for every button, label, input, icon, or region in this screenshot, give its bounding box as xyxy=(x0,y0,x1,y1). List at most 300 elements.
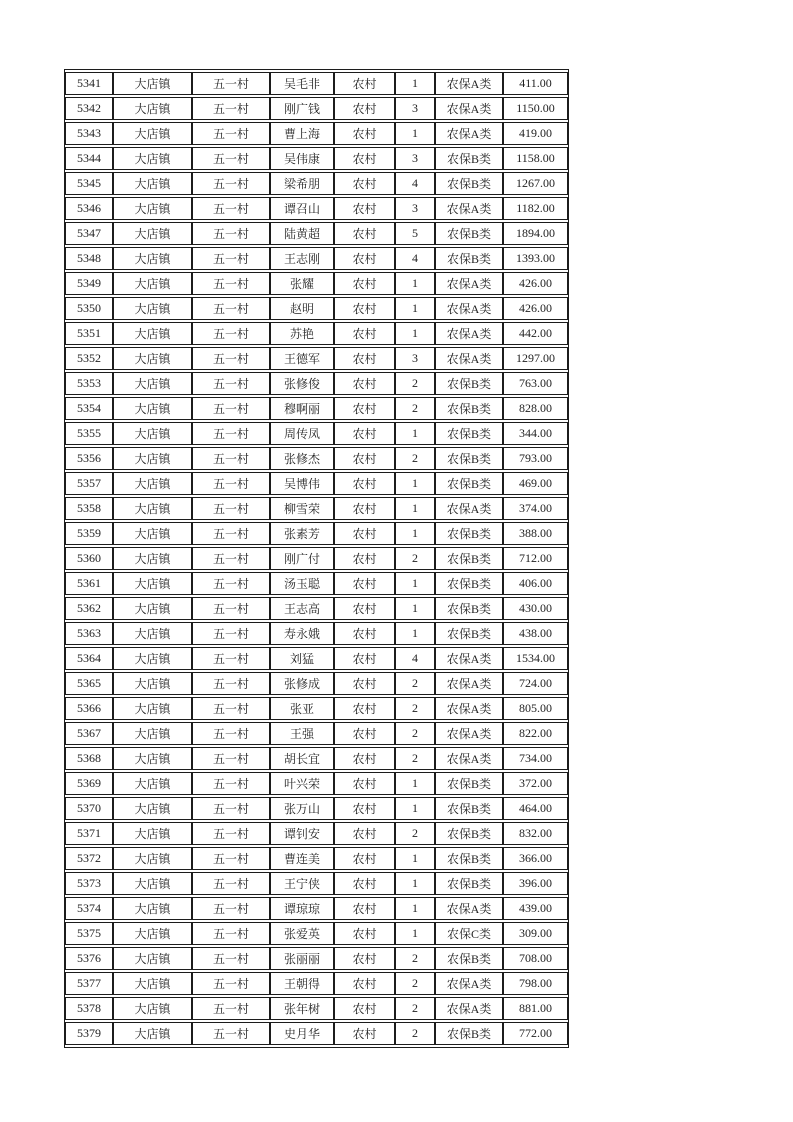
cell-village: 五一村 xyxy=(192,522,270,545)
cell-residence-type: 农村 xyxy=(334,697,395,720)
cell-amount: 708.00 xyxy=(503,947,568,970)
cell-count: 2 xyxy=(395,972,435,995)
cell-id: 5371 xyxy=(65,822,113,845)
table-row xyxy=(65,647,568,670)
table-row xyxy=(65,897,568,920)
cell-town: 大店镇 xyxy=(113,1022,192,1045)
table-row xyxy=(65,947,568,970)
cell-category: 农保B类 xyxy=(435,472,503,495)
cell-town: 大店镇 xyxy=(113,922,192,945)
cell-village: 五一村 xyxy=(192,172,270,195)
cell-count: 1 xyxy=(395,797,435,820)
cell-count: 1 xyxy=(395,472,435,495)
cell-category: 农保A类 xyxy=(435,697,503,720)
cell-town: 大店镇 xyxy=(113,597,192,620)
cell-amount: 1534.00 xyxy=(503,647,568,670)
cell-category: 农保A类 xyxy=(435,497,503,520)
cell-town: 大店镇 xyxy=(113,97,192,120)
cell-name: 张修杰 xyxy=(270,447,334,470)
cell-category: 农保C类 xyxy=(435,922,503,945)
cell-residence-type: 农村 xyxy=(334,247,395,270)
cell-town: 大店镇 xyxy=(113,697,192,720)
cell-id: 5352 xyxy=(65,347,113,370)
cell-category: 农保B类 xyxy=(435,397,503,420)
cell-town: 大店镇 xyxy=(113,322,192,345)
table-row xyxy=(65,597,568,620)
cell-residence-type: 农村 xyxy=(334,347,395,370)
cell-category: 农保A类 xyxy=(435,672,503,695)
cell-name: 王宁侠 xyxy=(270,872,334,895)
cell-id: 5369 xyxy=(65,772,113,795)
cell-id: 5343 xyxy=(65,122,113,145)
cell-village: 五一村 xyxy=(192,122,270,145)
cell-category: 农保B类 xyxy=(435,422,503,445)
cell-town: 大店镇 xyxy=(113,197,192,220)
table-row xyxy=(65,172,568,195)
table-row xyxy=(65,372,568,395)
cell-village: 五一村 xyxy=(192,672,270,695)
cell-name: 张修成 xyxy=(270,672,334,695)
cell-village: 五一村 xyxy=(192,472,270,495)
table-row xyxy=(65,272,568,295)
cell-village: 五一村 xyxy=(192,597,270,620)
cell-village: 五一村 xyxy=(192,322,270,345)
cell-id: 5346 xyxy=(65,197,113,220)
cell-village: 五一村 xyxy=(192,722,270,745)
cell-id: 5373 xyxy=(65,872,113,895)
cell-village: 五一村 xyxy=(192,772,270,795)
cell-name: 胡长宜 xyxy=(270,747,334,770)
cell-count: 1 xyxy=(395,872,435,895)
cell-village: 五一村 xyxy=(192,397,270,420)
cell-count: 1 xyxy=(395,322,435,345)
cell-village: 五一村 xyxy=(192,422,270,445)
cell-count: 1 xyxy=(395,272,435,295)
cell-village: 五一村 xyxy=(192,972,270,995)
cell-count: 3 xyxy=(395,347,435,370)
cell-village: 五一村 xyxy=(192,197,270,220)
cell-residence-type: 农村 xyxy=(334,1022,395,1045)
cell-town: 大店镇 xyxy=(113,247,192,270)
cell-amount: 309.00 xyxy=(503,922,568,945)
cell-amount: 763.00 xyxy=(503,372,568,395)
cell-town: 大店镇 xyxy=(113,847,192,870)
cell-category: 农保B类 xyxy=(435,872,503,895)
cell-village: 五一村 xyxy=(192,572,270,595)
cell-town: 大店镇 xyxy=(113,147,192,170)
table-row xyxy=(65,772,568,795)
cell-amount: 1158.00 xyxy=(503,147,568,170)
cell-amount: 1297.00 xyxy=(503,347,568,370)
cell-category: 农保B类 xyxy=(435,147,503,170)
cell-amount: 881.00 xyxy=(503,997,568,1020)
cell-id: 5367 xyxy=(65,722,113,745)
cell-residence-type: 农村 xyxy=(334,447,395,470)
cell-category: 农保A类 xyxy=(435,722,503,745)
cell-amount: 419.00 xyxy=(503,122,568,145)
cell-residence-type: 农村 xyxy=(334,497,395,520)
cell-category: 农保B类 xyxy=(435,447,503,470)
cell-id: 5347 xyxy=(65,222,113,245)
cell-name: 陆黄超 xyxy=(270,222,334,245)
cell-name: 刚广钱 xyxy=(270,97,334,120)
cell-category: 农保B类 xyxy=(435,222,503,245)
cell-town: 大店镇 xyxy=(113,747,192,770)
cell-category: 农保B类 xyxy=(435,547,503,570)
cell-residence-type: 农村 xyxy=(334,397,395,420)
cell-village: 五一村 xyxy=(192,147,270,170)
cell-amount: 832.00 xyxy=(503,822,568,845)
cell-amount: 426.00 xyxy=(503,272,568,295)
cell-amount: 734.00 xyxy=(503,747,568,770)
cell-category: 农保A类 xyxy=(435,347,503,370)
cell-amount: 798.00 xyxy=(503,972,568,995)
cell-village: 五一村 xyxy=(192,822,270,845)
cell-amount: 438.00 xyxy=(503,622,568,645)
cell-amount: 712.00 xyxy=(503,547,568,570)
cell-town: 大店镇 xyxy=(113,72,192,95)
cell-amount: 1182.00 xyxy=(503,197,568,220)
cell-id: 5356 xyxy=(65,447,113,470)
cell-id: 5357 xyxy=(65,472,113,495)
cell-id: 5372 xyxy=(65,847,113,870)
cell-town: 大店镇 xyxy=(113,797,192,820)
cell-id: 5350 xyxy=(65,297,113,320)
cell-category: 农保B类 xyxy=(435,947,503,970)
cell-village: 五一村 xyxy=(192,622,270,645)
table-row xyxy=(65,497,568,520)
cell-category: 农保B类 xyxy=(435,797,503,820)
cell-count: 4 xyxy=(395,647,435,670)
cell-town: 大店镇 xyxy=(113,497,192,520)
cell-id: 5355 xyxy=(65,422,113,445)
cell-count: 2 xyxy=(395,397,435,420)
cell-town: 大店镇 xyxy=(113,547,192,570)
cell-residence-type: 农村 xyxy=(334,772,395,795)
cell-id: 5379 xyxy=(65,1022,113,1045)
cell-village: 五一村 xyxy=(192,872,270,895)
cell-residence-type: 农村 xyxy=(334,372,395,395)
cell-category: 农保B类 xyxy=(435,597,503,620)
cell-id: 5375 xyxy=(65,922,113,945)
cell-name: 柳雪荣 xyxy=(270,497,334,520)
cell-name: 穆啊丽 xyxy=(270,397,334,420)
cell-residence-type: 农村 xyxy=(334,972,395,995)
cell-id: 5360 xyxy=(65,547,113,570)
cell-residence-type: 农村 xyxy=(334,97,395,120)
cell-id: 5378 xyxy=(65,997,113,1020)
cell-village: 五一村 xyxy=(192,497,270,520)
cell-category: 农保A类 xyxy=(435,322,503,345)
cell-count: 2 xyxy=(395,547,435,570)
cell-category: 农保B类 xyxy=(435,847,503,870)
cell-category: 农保B类 xyxy=(435,372,503,395)
cell-count: 1 xyxy=(395,897,435,920)
table-row xyxy=(65,622,568,645)
cell-id: 5348 xyxy=(65,247,113,270)
cell-count: 2 xyxy=(395,447,435,470)
table-row xyxy=(65,197,568,220)
cell-village: 五一村 xyxy=(192,347,270,370)
cell-name: 苏艳 xyxy=(270,322,334,345)
cell-count: 1 xyxy=(395,72,435,95)
cell-count: 3 xyxy=(395,147,435,170)
cell-amount: 426.00 xyxy=(503,297,568,320)
cell-name: 张素芳 xyxy=(270,522,334,545)
cell-amount: 464.00 xyxy=(503,797,568,820)
cell-count: 1 xyxy=(395,497,435,520)
table-row xyxy=(65,997,568,1020)
table-row xyxy=(65,297,568,320)
cell-town: 大店镇 xyxy=(113,347,192,370)
cell-village: 五一村 xyxy=(192,72,270,95)
cell-id: 5342 xyxy=(65,97,113,120)
cell-count: 2 xyxy=(395,997,435,1020)
cell-town: 大店镇 xyxy=(113,122,192,145)
cell-count: 3 xyxy=(395,197,435,220)
cell-village: 五一村 xyxy=(192,272,270,295)
cell-residence-type: 农村 xyxy=(334,272,395,295)
cell-category: 农保A类 xyxy=(435,897,503,920)
cell-id: 5377 xyxy=(65,972,113,995)
cell-id: 5370 xyxy=(65,797,113,820)
cell-residence-type: 农村 xyxy=(334,797,395,820)
cell-town: 大店镇 xyxy=(113,872,192,895)
table-row xyxy=(65,847,568,870)
table-row xyxy=(65,122,568,145)
table-row xyxy=(65,722,568,745)
cell-count: 2 xyxy=(395,372,435,395)
cell-residence-type: 农村 xyxy=(334,622,395,645)
table-row xyxy=(65,347,568,370)
cell-amount: 388.00 xyxy=(503,522,568,545)
cell-count: 2 xyxy=(395,747,435,770)
cell-amount: 1894.00 xyxy=(503,222,568,245)
cell-name: 王志高 xyxy=(270,597,334,620)
cell-town: 大店镇 xyxy=(113,947,192,970)
table-row xyxy=(65,72,568,95)
cell-name: 曹连美 xyxy=(270,847,334,870)
table-row xyxy=(65,1022,568,1045)
cell-count: 2 xyxy=(395,1022,435,1045)
cell-town: 大店镇 xyxy=(113,972,192,995)
cell-town: 大店镇 xyxy=(113,297,192,320)
cell-name: 张耀 xyxy=(270,272,334,295)
cell-id: 5345 xyxy=(65,172,113,195)
cell-residence-type: 农村 xyxy=(334,572,395,595)
cell-residence-type: 农村 xyxy=(334,872,395,895)
cell-residence-type: 农村 xyxy=(334,322,395,345)
cell-id: 5363 xyxy=(65,622,113,645)
table-row xyxy=(65,672,568,695)
cell-count: 1 xyxy=(395,847,435,870)
cell-village: 五一村 xyxy=(192,1022,270,1045)
cell-amount: 1150.00 xyxy=(503,97,568,120)
cell-id: 5349 xyxy=(65,272,113,295)
table-row xyxy=(65,922,568,945)
cell-category: 农保A类 xyxy=(435,972,503,995)
cell-town: 大店镇 xyxy=(113,222,192,245)
cell-town: 大店镇 xyxy=(113,397,192,420)
records-table xyxy=(65,70,568,1047)
cell-village: 五一村 xyxy=(192,547,270,570)
cell-residence-type: 农村 xyxy=(334,472,395,495)
cell-amount: 793.00 xyxy=(503,447,568,470)
cell-residence-type: 农村 xyxy=(334,297,395,320)
cell-amount: 772.00 xyxy=(503,1022,568,1045)
cell-category: 农保B类 xyxy=(435,172,503,195)
cell-id: 5344 xyxy=(65,147,113,170)
cell-amount: 396.00 xyxy=(503,872,568,895)
cell-name: 王朝得 xyxy=(270,972,334,995)
cell-category: 农保B类 xyxy=(435,772,503,795)
cell-category: 农保A类 xyxy=(435,997,503,1020)
cell-amount: 439.00 xyxy=(503,897,568,920)
cell-residence-type: 农村 xyxy=(334,922,395,945)
cell-amount: 828.00 xyxy=(503,397,568,420)
cell-name: 汤玉聪 xyxy=(270,572,334,595)
cell-residence-type: 农村 xyxy=(334,822,395,845)
cell-name: 叶兴荣 xyxy=(270,772,334,795)
table-row xyxy=(65,572,568,595)
cell-village: 五一村 xyxy=(192,947,270,970)
cell-residence-type: 农村 xyxy=(334,597,395,620)
cell-id: 5353 xyxy=(65,372,113,395)
cell-name: 张修俊 xyxy=(270,372,334,395)
cell-count: 3 xyxy=(395,97,435,120)
cell-count: 1 xyxy=(395,297,435,320)
cell-amount: 1267.00 xyxy=(503,172,568,195)
cell-residence-type: 农村 xyxy=(334,197,395,220)
cell-amount: 374.00 xyxy=(503,497,568,520)
cell-town: 大店镇 xyxy=(113,722,192,745)
cell-name: 张万山 xyxy=(270,797,334,820)
cell-residence-type: 农村 xyxy=(334,122,395,145)
cell-category: 农保A类 xyxy=(435,747,503,770)
table-row xyxy=(65,147,568,170)
table-row xyxy=(65,747,568,770)
cell-name: 史月华 xyxy=(270,1022,334,1045)
cell-id: 5358 xyxy=(65,497,113,520)
cell-town: 大店镇 xyxy=(113,372,192,395)
cell-residence-type: 农村 xyxy=(334,947,395,970)
cell-town: 大店镇 xyxy=(113,672,192,695)
cell-village: 五一村 xyxy=(192,847,270,870)
table-row xyxy=(65,522,568,545)
cell-count: 2 xyxy=(395,722,435,745)
table-row xyxy=(65,872,568,895)
cell-residence-type: 农村 xyxy=(334,422,395,445)
cell-town: 大店镇 xyxy=(113,447,192,470)
cell-count: 2 xyxy=(395,947,435,970)
cell-amount: 430.00 xyxy=(503,597,568,620)
cell-village: 五一村 xyxy=(192,647,270,670)
table-row xyxy=(65,697,568,720)
cell-town: 大店镇 xyxy=(113,822,192,845)
cell-amount: 442.00 xyxy=(503,322,568,345)
table-row xyxy=(65,822,568,845)
cell-village: 五一村 xyxy=(192,697,270,720)
cell-count: 1 xyxy=(395,122,435,145)
cell-id: 5354 xyxy=(65,397,113,420)
cell-category: 农保B类 xyxy=(435,572,503,595)
cell-count: 1 xyxy=(395,622,435,645)
cell-village: 五一村 xyxy=(192,372,270,395)
cell-residence-type: 农村 xyxy=(334,672,395,695)
table-row xyxy=(65,797,568,820)
cell-id: 5368 xyxy=(65,747,113,770)
cell-category: 农保A类 xyxy=(435,122,503,145)
cell-town: 大店镇 xyxy=(113,997,192,1020)
cell-town: 大店镇 xyxy=(113,572,192,595)
table-row xyxy=(65,472,568,495)
cell-name: 刘猛 xyxy=(270,647,334,670)
cell-town: 大店镇 xyxy=(113,472,192,495)
cell-category: 农保A类 xyxy=(435,297,503,320)
cell-category: 农保B类 xyxy=(435,1022,503,1045)
cell-amount: 406.00 xyxy=(503,572,568,595)
table-row xyxy=(65,447,568,470)
table-row xyxy=(65,547,568,570)
cell-category: 农保A类 xyxy=(435,72,503,95)
cell-count: 1 xyxy=(395,422,435,445)
cell-count: 5 xyxy=(395,222,435,245)
cell-name: 吴博伟 xyxy=(270,472,334,495)
cell-id: 5351 xyxy=(65,322,113,345)
cell-count: 1 xyxy=(395,922,435,945)
table-row xyxy=(65,322,568,345)
cell-category: 农保B类 xyxy=(435,822,503,845)
cell-count: 1 xyxy=(395,772,435,795)
cell-name: 张年树 xyxy=(270,997,334,1020)
cell-name: 张丽丽 xyxy=(270,947,334,970)
cell-village: 五一村 xyxy=(192,797,270,820)
cell-town: 大店镇 xyxy=(113,897,192,920)
cell-category: 农保A类 xyxy=(435,197,503,220)
table-row xyxy=(65,972,568,995)
cell-id: 5376 xyxy=(65,947,113,970)
cell-count: 2 xyxy=(395,672,435,695)
cell-id: 5341 xyxy=(65,72,113,95)
table-row xyxy=(65,247,568,270)
cell-name: 谭琼琼 xyxy=(270,897,334,920)
cell-count: 2 xyxy=(395,822,435,845)
cell-name: 刚广付 xyxy=(270,547,334,570)
cell-id: 5361 xyxy=(65,572,113,595)
cell-residence-type: 农村 xyxy=(334,222,395,245)
cell-count: 1 xyxy=(395,597,435,620)
cell-id: 5362 xyxy=(65,597,113,620)
cell-amount: 822.00 xyxy=(503,722,568,745)
table-row xyxy=(65,97,568,120)
cell-amount: 805.00 xyxy=(503,697,568,720)
cell-category: 农保A类 xyxy=(435,272,503,295)
cell-village: 五一村 xyxy=(192,297,270,320)
cell-name: 赵明 xyxy=(270,297,334,320)
cell-village: 五一村 xyxy=(192,997,270,1020)
cell-amount: 724.00 xyxy=(503,672,568,695)
cell-town: 大店镇 xyxy=(113,422,192,445)
cell-village: 五一村 xyxy=(192,97,270,120)
cell-amount: 469.00 xyxy=(503,472,568,495)
cell-category: 农保B类 xyxy=(435,247,503,270)
cell-count: 4 xyxy=(395,247,435,270)
cell-name: 周传凤 xyxy=(270,422,334,445)
cell-village: 五一村 xyxy=(192,222,270,245)
cell-town: 大店镇 xyxy=(113,647,192,670)
cell-amount: 344.00 xyxy=(503,422,568,445)
cell-village: 五一村 xyxy=(192,447,270,470)
